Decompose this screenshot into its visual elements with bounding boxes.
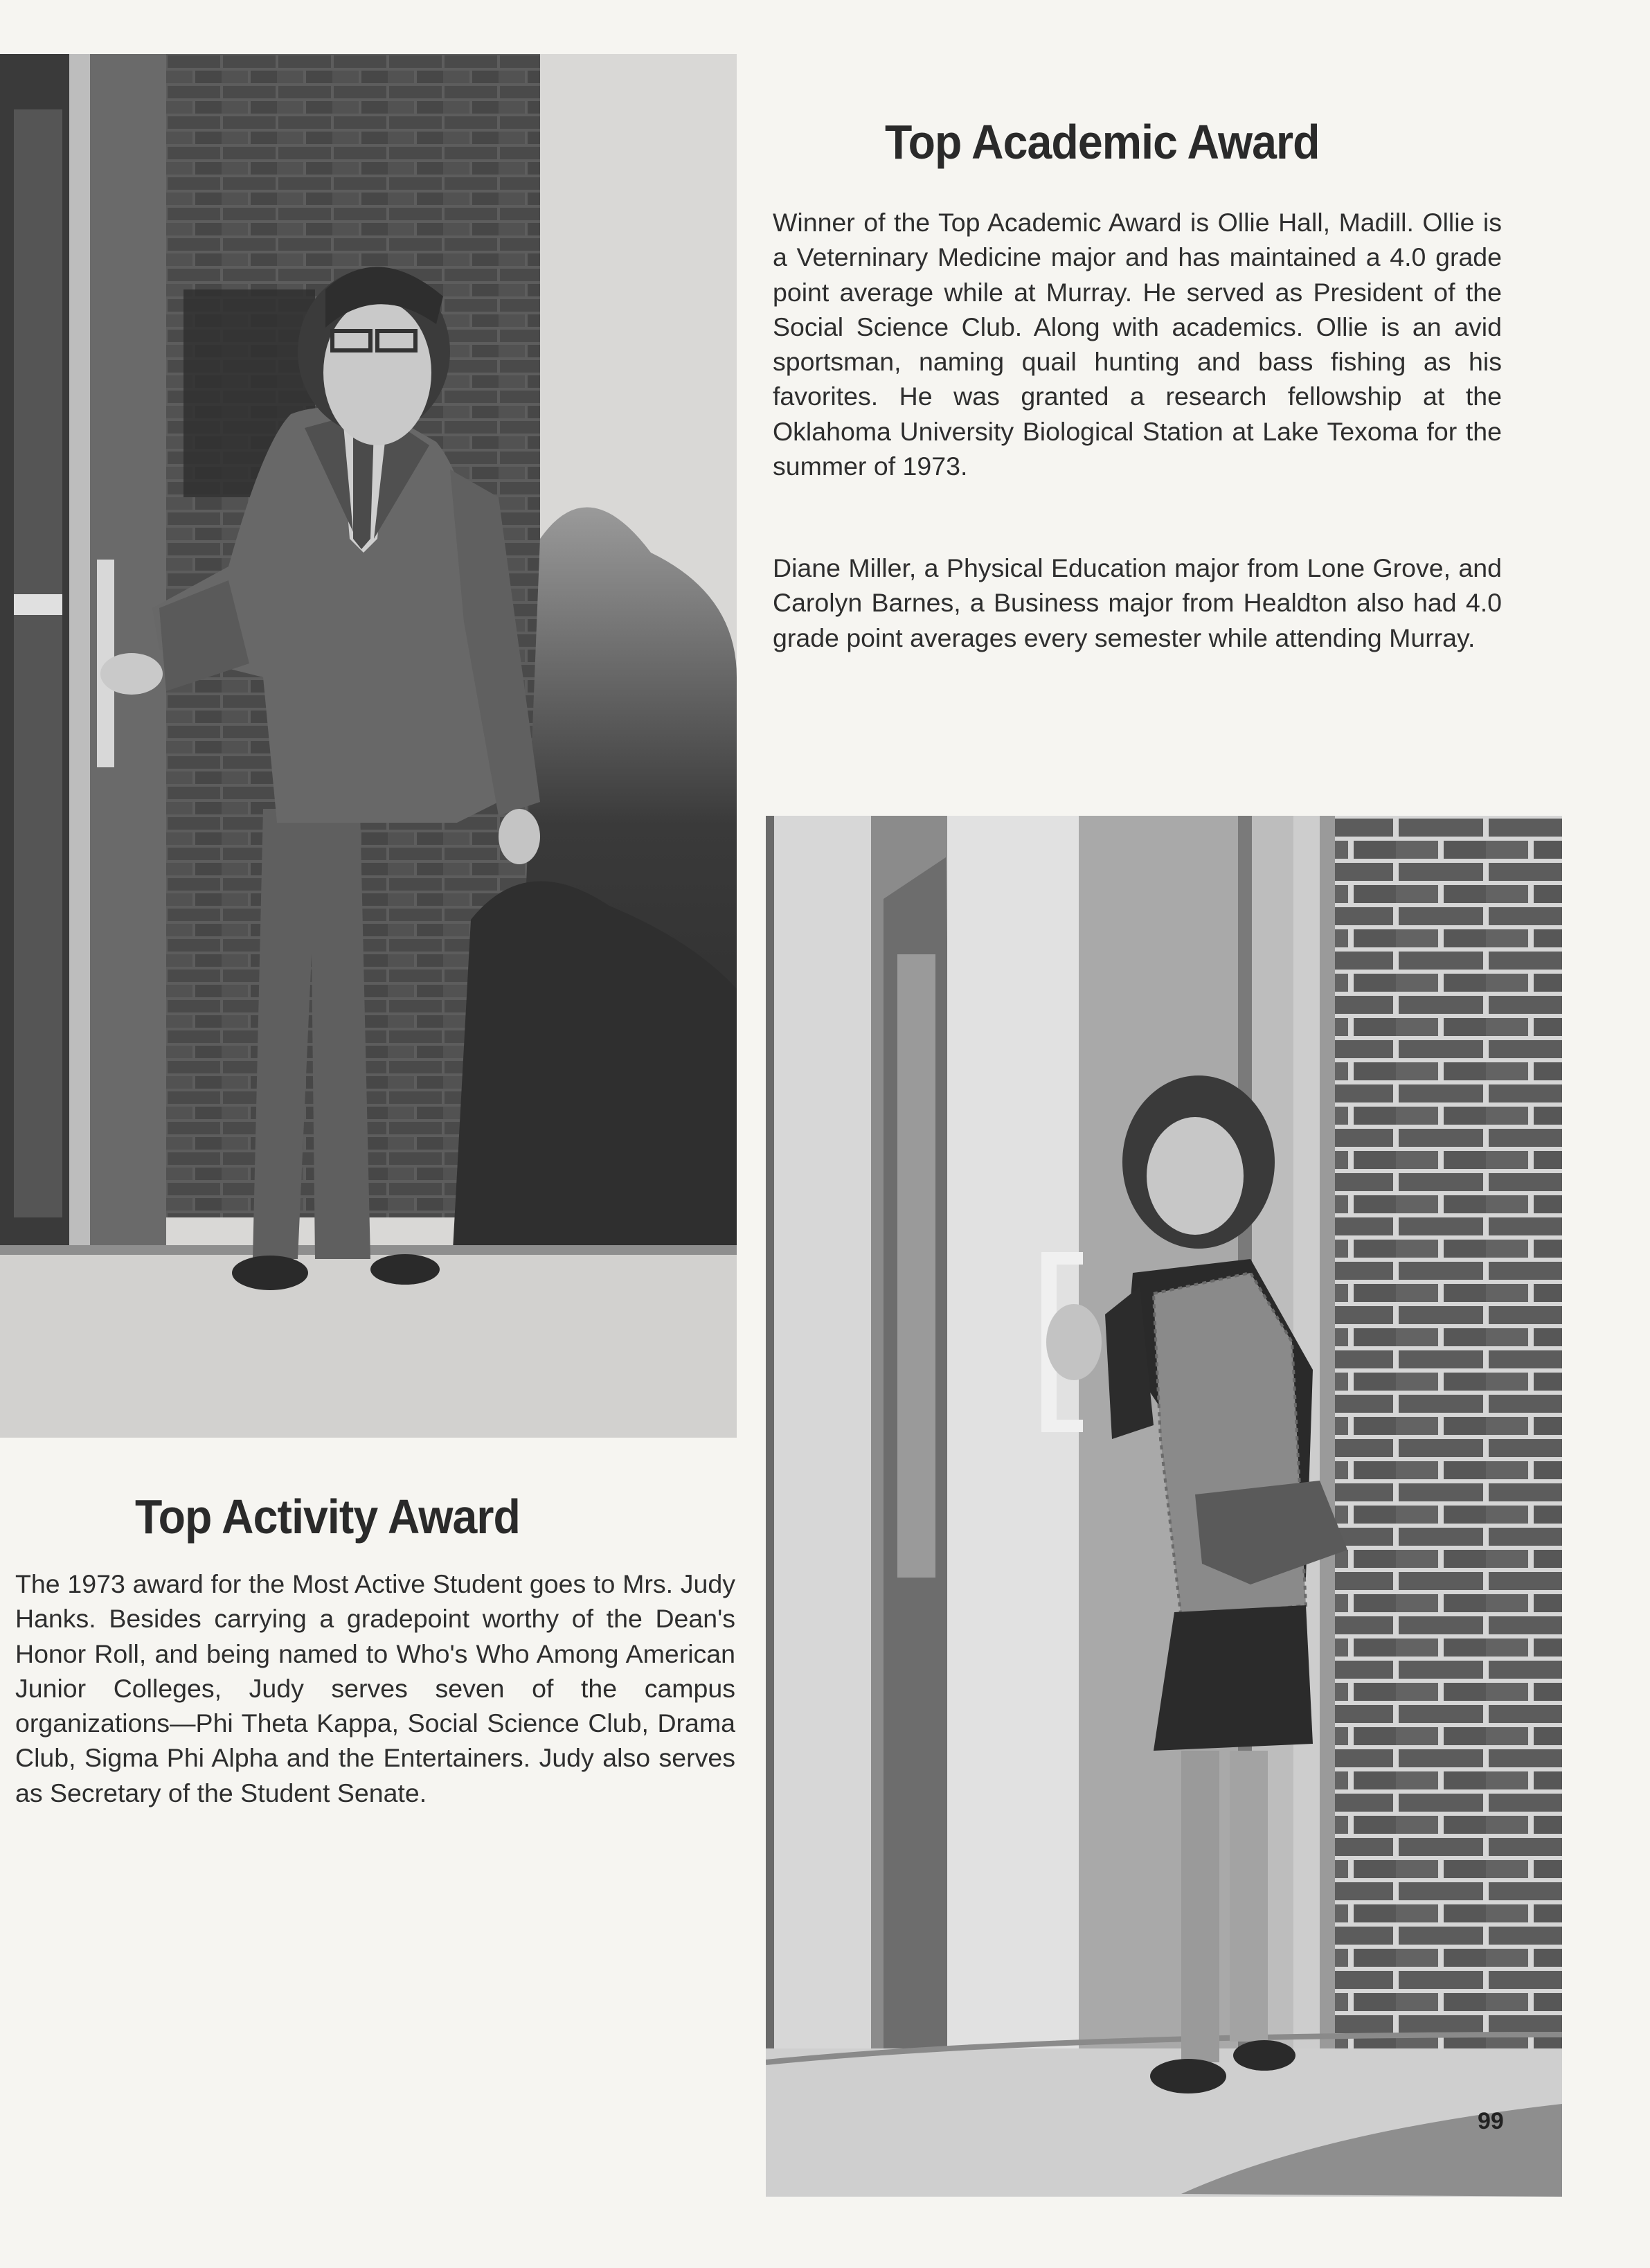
photo-right-image [766, 816, 1562, 2197]
academic-award-heading: Top Academic Award [885, 115, 1320, 169]
academic-award-text-2: Diane Miller, a Physical Education major from Lone Grove, and Carolyn Barnes, a Business major from Healdton also had 4.0 grade point averages every semester while attending Murray. [773, 553, 1502, 652]
academic-award-paragraph-2 [773, 551, 1502, 655]
academic-award-text-1: Winner of the Top Academic Award is Ollie Hall, Madill. Ollie is a Veterninary Medicine major and has maintained a 4.0 grade point average while at Murray. He served as President of the Social Science Club. Along with academics. Ollie is an avid sportsman, naming quail hunting and bass fishing as his favorites. He was granted a research fellowship at the Oklahoma University Biological Station at Lake Texoma for the summer of 1973. [773, 208, 1502, 481]
photo-left-image [0, 54, 737, 1438]
activity-award-paragraph [15, 1566, 735, 1810]
activity-award-text: The 1973 award for the Most Active Student goes to Mrs. Judy Hanks. Besides carrying a gradepoint worthy of the Dean's Honor Roll, and being named to Who's Who Among American Junior Colleges, Judy serves seven of the campus organizations—Phi Theta Kappa, Social Science Club, Drama Club, Sigma Phi Alpha and the Entertainers. Judy also serves as Secretary of the Student Senate. [15, 1569, 735, 1807]
activity-award-heading: Top Activity Award [135, 1490, 520, 1544]
photo-ollie-hall [0, 54, 737, 1438]
photo-judy-hanks [766, 816, 1562, 2197]
page-number: 99 [1478, 2108, 1504, 2134]
academic-award-paragraph-1 [773, 205, 1502, 483]
